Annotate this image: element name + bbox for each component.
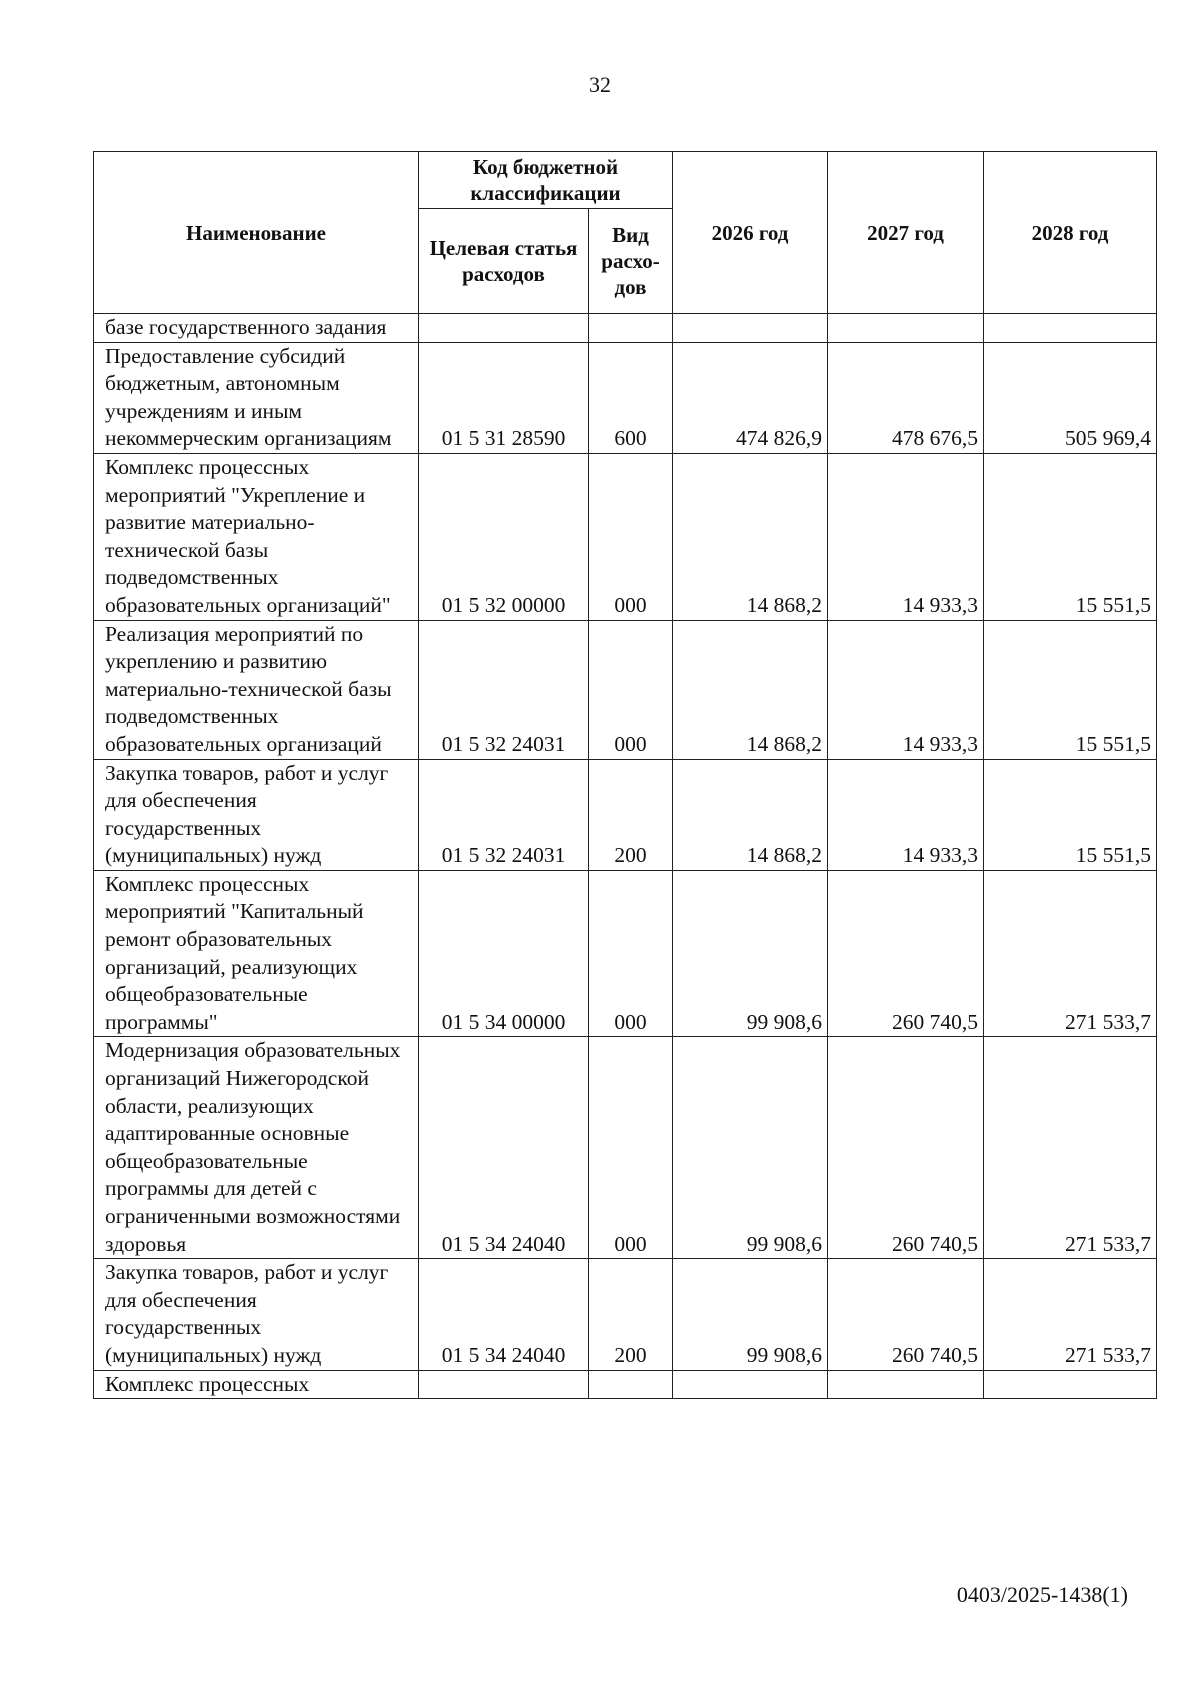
- row-type: 000: [589, 453, 673, 620]
- row-type: 600: [589, 342, 673, 453]
- table-row: [94, 1037, 1157, 1259]
- row-code: [419, 314, 589, 343]
- row-type: 200: [589, 759, 673, 870]
- table-row: [94, 1370, 1157, 1399]
- row-name: Предоставление субсидий бюджетным, автономным учреждениям и иным некоммерческим организациям: [94, 342, 419, 453]
- row-2027: 14 933,3: [828, 453, 984, 620]
- header-year-2027: 2027 год: [828, 152, 984, 314]
- row-2026: 474 826,9: [673, 342, 828, 453]
- document-number: 0403/2025-1438(1): [956, 1582, 1128, 1607]
- row-2028: 505 969,4: [984, 342, 1157, 453]
- row-2028: 271 533,7: [984, 1037, 1157, 1259]
- row-type: 000: [589, 1037, 673, 1259]
- row-2027: 260 740,5: [828, 870, 984, 1037]
- row-2028: [984, 1370, 1157, 1399]
- table-row: [94, 314, 1157, 343]
- row-2026: 99 908,6: [673, 1037, 828, 1259]
- row-2027: [828, 314, 984, 343]
- row-name: Закупка товаров, работ и услуг для обеспечения государственных (муниципальных) нужд: [94, 1259, 419, 1370]
- row-2027: 260 740,5: [828, 1037, 984, 1259]
- row-code: 01 5 34 24040: [419, 1259, 589, 1370]
- header-budget-code: Код бюджетной классификации: [419, 152, 673, 209]
- row-2026: 99 908,6: [673, 1259, 828, 1370]
- row-code: 01 5 34 24040: [419, 1037, 589, 1259]
- header-name: Наименование: [94, 152, 419, 314]
- row-name: базе государственного задания: [94, 314, 419, 343]
- row-2027: 478 676,5: [828, 342, 984, 453]
- header-target-item: Целевая статья расходов: [419, 209, 589, 314]
- row-code: 01 5 32 00000: [419, 453, 589, 620]
- table-row: [94, 870, 1157, 1037]
- header-year-2028: 2028 год: [984, 152, 1157, 314]
- budget-table: [93, 151, 1157, 1399]
- row-type: [589, 314, 673, 343]
- table-row: [94, 342, 1157, 453]
- row-name: Закупка товаров, работ и услуг для обеспечения государственных (муниципальных) нужд: [94, 759, 419, 870]
- row-code: 01 5 32 24031: [419, 759, 589, 870]
- row-name: Реализация мероприятий по укреплению и развитию материально-технической базы подведомственных образовательных организаций: [94, 620, 419, 759]
- row-code: 01 5 32 24031: [419, 620, 589, 759]
- row-2026: 14 868,2: [673, 759, 828, 870]
- row-name: Комплекс процессных мероприятий "Укрепление и развитие материально-технической базы подведомственных образовательных организаций": [94, 453, 419, 620]
- row-code: [419, 1370, 589, 1399]
- table-row: [94, 1259, 1157, 1370]
- row-2026: 14 868,2: [673, 453, 828, 620]
- row-type: 000: [589, 620, 673, 759]
- row-2027: 260 740,5: [828, 1259, 984, 1370]
- row-2028: [984, 314, 1157, 343]
- table-row: [94, 453, 1157, 620]
- row-code: 01 5 31 28590: [419, 342, 589, 453]
- row-2027: 14 933,3: [828, 759, 984, 870]
- row-2026: 14 868,2: [673, 620, 828, 759]
- row-name: Комплекс процессных мероприятий "Капитальный ремонт образовательных организаций, реализующих общеобразовательные программы": [94, 870, 419, 1037]
- row-2026: 99 908,6: [673, 870, 828, 1037]
- row-2028: 15 551,5: [984, 759, 1157, 870]
- header-year-2026: 2026 год: [673, 152, 828, 314]
- row-2026: [673, 314, 828, 343]
- row-2028: 271 533,7: [984, 1259, 1157, 1370]
- row-2028: 15 551,5: [984, 620, 1157, 759]
- row-2027: [828, 1370, 984, 1399]
- page-number: 32: [589, 72, 611, 97]
- row-2028: 271 533,7: [984, 870, 1157, 1037]
- table-row: [94, 759, 1157, 870]
- header-expense-type: Вид расхо-дов: [589, 209, 673, 314]
- row-code: 01 5 34 00000: [419, 870, 589, 1037]
- row-2028: 15 551,5: [984, 453, 1157, 620]
- row-type: [589, 1370, 673, 1399]
- row-name: Модернизация образовательных организаций Нижегородской области, реализующих адаптированные основные общеобразовательные программы для детей с ограниченными возможностями здоровья: [94, 1037, 419, 1259]
- row-name: Комплекс процессных: [94, 1370, 419, 1399]
- row-type: 000: [589, 870, 673, 1037]
- row-2026: [673, 1370, 828, 1399]
- table-row: [94, 620, 1157, 759]
- row-2027: 14 933,3: [828, 620, 984, 759]
- row-type: 200: [589, 1259, 673, 1370]
